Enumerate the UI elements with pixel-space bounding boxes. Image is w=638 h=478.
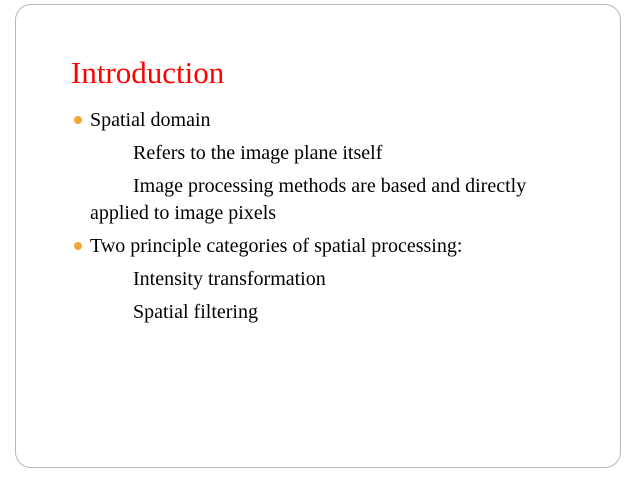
bullet-dot-icon — [74, 242, 82, 250]
sub-item-image-plane: Refers to the image plane itself — [133, 142, 383, 164]
slide-title: Introduction — [71, 55, 225, 90]
bullet-dot-icon — [74, 116, 82, 124]
sub-item-processing-methods: Image processing methods are based and directly — [133, 175, 527, 197]
sub-item-spatial-filtering: Spatial filtering — [133, 301, 258, 323]
sub-item-processing-methods-continued: applied to image pixels — [90, 202, 277, 224]
sub-item-intensity-transformation: Intensity transformation — [133, 268, 326, 290]
bullet-item-spatial-domain: Spatial domain — [90, 109, 211, 131]
bullet-item-categories: Two principle categories of spatial processing: — [90, 235, 463, 257]
